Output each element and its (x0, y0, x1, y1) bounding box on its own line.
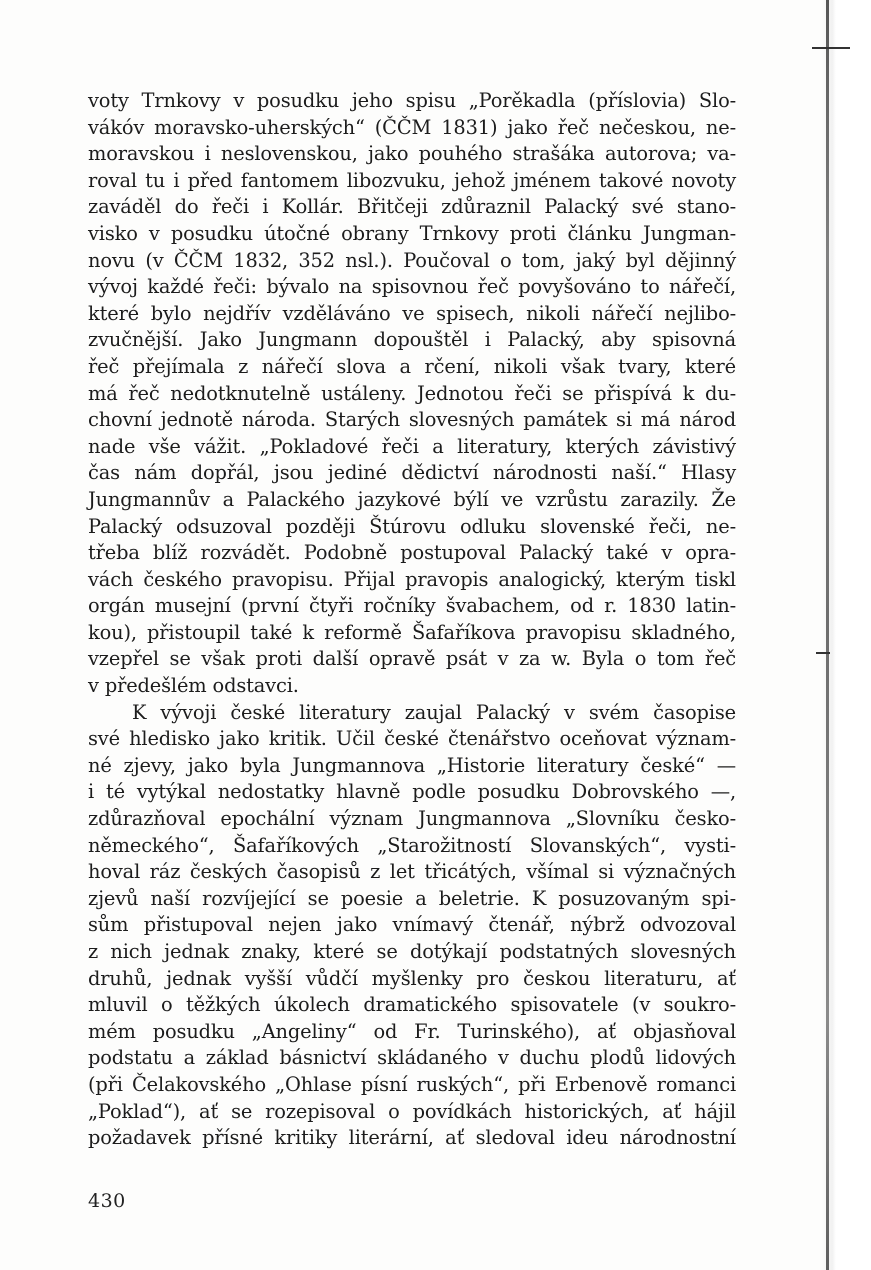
text-line: které bylo nejdřív vzděláváno ve spisech, nikoli nářečí nejlibo- (88, 301, 736, 325)
text-line: vzepřel se však proti další opravě psát v za w. Byla o tom řeč (88, 647, 736, 671)
text-line: požadavek přísné kritiky literární, ať sledoval ideu národnostní (88, 1126, 736, 1150)
text-line: orgán musejní (první čtyři ročníky švabachem, od r. 1830 latin- (88, 594, 736, 618)
text-line: podstatu a základ básnictví skládaného v duchu plodů lidových (88, 1046, 736, 1070)
text-line: zaváděl do řeči i Kollár. Břitčeji zdůraznil Palacký své stano- (88, 195, 736, 219)
page-number: 430 (88, 1190, 126, 1212)
text-line: visko v posudku útočné obrany Trnkovy proti článku Jungman- (88, 221, 736, 245)
text-line: vákóv moravsko-uherských“ (ČČM 1831) jako řeč nečeskou, ne- (88, 115, 736, 139)
page-gutter (822, 0, 871, 1270)
binding-mark (816, 652, 830, 654)
text-line: Jungmannův a Palackého jazykové býlí ve vzrůstu zarazily. Že (88, 487, 736, 511)
text-line: „Poklad“), ať se rozepisoval o povídkách historických, ať hájil (88, 1099, 736, 1123)
text-line: kou), přistoupil také k reformě Šafaříkova pravopisu skladného, (88, 620, 736, 644)
binding-mark (812, 47, 850, 49)
text-line: mém posudku „Angeliny“ od Fr. Turinského), ať objasňoval (88, 1019, 736, 1043)
text-line: německého“, Šafaříkových „Starožitností Slovanských“, vysti- (88, 833, 736, 857)
text-line: Palacký odsuzoval později Štúrovu odluku slovenské řeči, ne- (88, 514, 736, 538)
text-line: zjevů naší rozvíjející se poesie a beletrie. K posuzovaným spi- (88, 886, 736, 910)
text-line: vách českého pravopisu. Přijal pravopis analogický, kterým tiskl (88, 567, 736, 591)
text-line: v předešlém odstavci. (88, 674, 299, 698)
text-line: novu (v ČČM 1832, 352 nsl.). Poučoval o tom, jaký byl dějinný (88, 248, 736, 272)
text-line: roval tu i před fantomem libozvuku, jehož jménem takové novoty (88, 168, 736, 192)
text-line: moravskou i neslovenskou, jako pouhého strašáka autorova; va- (88, 142, 736, 166)
text-line: nade vše vážit. „Pokladové řeči a literatury, kterých závistivý (88, 434, 736, 458)
text-line: řeč přejímala z nářečí slova a rčení, nikoli však tvary, které (88, 354, 736, 378)
text-line: druhů, jednak vyšší vůdčí myšlenky pro českou literaturu, ať (88, 966, 736, 990)
text-line: (při Čelakovského „Ohlase písní ruských“, při Erbenově romanci (88, 1072, 736, 1096)
text-line: hoval ráz českých časopisů z let třicátých, všímal si význačných (88, 860, 736, 884)
text-line: třeba blíž rozvádět. Podobně postupoval Palacký také v opra- (88, 541, 736, 565)
text-line: vývoj každé řeči: bývalo na spisovnou řeč povyšováno to nářečí, (88, 275, 736, 299)
text-line: i té vytýkal nedostatky hlavně podle posudku Dobrovského —, (88, 780, 736, 804)
text-line: své hledisko jako kritik. Učil české čtenářstvo oceňovat význam- (88, 727, 736, 751)
text-line: zvučnější. Jako Jungmann dopouštěl i Palacký, aby spisovná (88, 328, 736, 352)
text-line: čas nám dopřál, jsou jediné dědictví národnosti naší.“ Hlasy (88, 461, 736, 485)
text-line: z nich jednak znaky, které se dotýkají podstatných slovesných (88, 940, 736, 963)
text-line: má řeč nedotknutelně ustáleny. Jednotou řeči se přispívá k du- (88, 381, 736, 405)
body-text (88, 88, 736, 1152)
paragraph-container (88, 88, 736, 1152)
text-line: mluvil o těžkých úkolech dramatického spisovatele (v soukro- (88, 993, 736, 1017)
text-line: né zjevy, jako byla Jungmannova „Historie literatury české“ — (88, 753, 736, 777)
text-line: zdůrazňoval epochální význam Jungmannova „Slovníku česko- (88, 807, 736, 831)
binding-edge (826, 0, 829, 1270)
text-line: chovní jednotě národa. Starých slovesných památek si má národ (88, 408, 736, 432)
text-line: sům přistupoval nejen jako vnímavý čtenář, nýbrž odvozoval (88, 913, 736, 937)
text-line: voty Trnkovy v posudku jeho spisu „Porěkadla (příslovia) Slo- (88, 89, 736, 112)
text-line: K vývoji české literatury zaujal Palacký v svém časopise (132, 700, 736, 724)
